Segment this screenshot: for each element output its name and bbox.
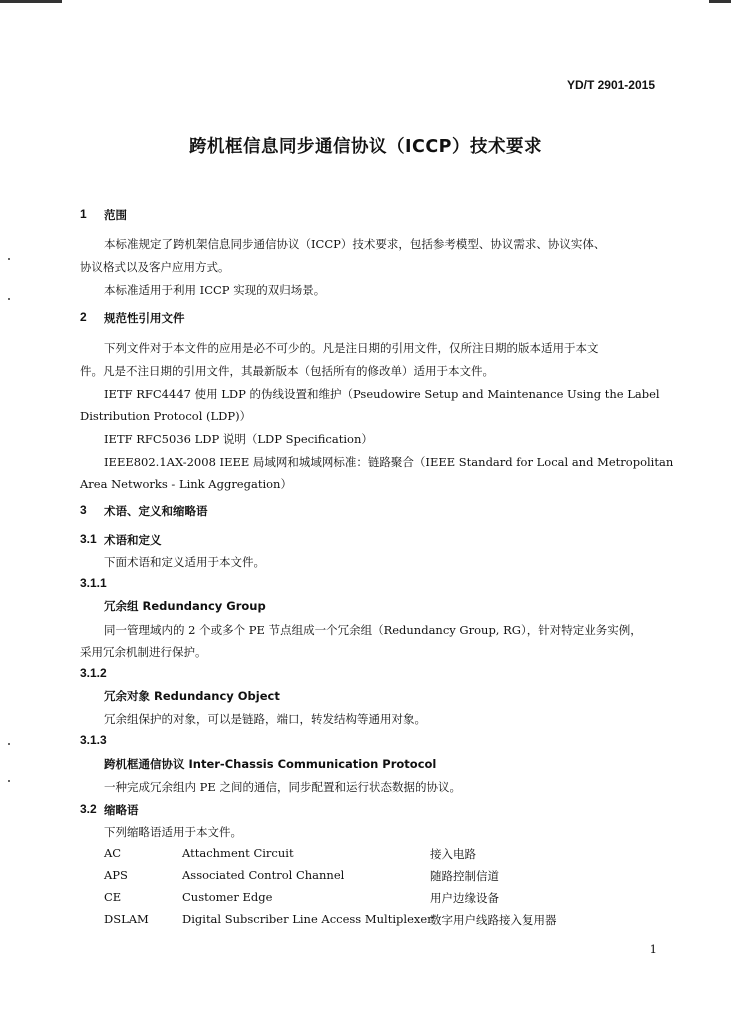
abbreviation-english: Customer Edge [182,890,273,904]
term-3-1-1-definition-line: 同一管理域内的 2 个或多个 PE 节点组成一个冗余组（Redundancy Group, RG），针对特定业务实例， [104,623,642,637]
section-1-number: 1 [80,207,87,221]
scan-edge-mark-left [0,0,62,3]
term-3-1-2-definition: 冗余组保护的对象，可以是链路，端口，转发结构等通用对象。 [104,712,426,726]
section-1-paragraph-line: 协议格式以及客户应用方式。 [80,260,230,274]
section-2-number: 2 [80,310,87,324]
section-1-paragraph-line: 本标准规定了跨机架信息同步通信协议（ICCP）技术要求，包括参考模型、协议需求、协议实体、 [104,237,606,251]
section-2-paragraph-line: 件。凡是不注日期的引用文件，其最新版本（包括所有的修改单）适用于本文件。 [80,364,494,378]
term-3-1-3-definition: 一种完成冗余组内 PE 之间的通信，同步配置和运行状态数据的协议。 [104,780,461,794]
term-3-1-1-heading: 冗余组 Redundancy Group [104,599,266,613]
scan-edge-mark-right [709,0,731,3]
abbreviation-chinese: 用户边缘设备 [430,891,499,905]
section-1-paragraph: 本标准适用于利用 ICCP 实现的双归场景。 [104,283,326,297]
section-1-title: 范围 [104,208,127,222]
reference-entry: IETF RFC5036 LDP 说明（LDP Specification） [104,432,373,446]
abbreviation-english: Associated Control Channel [182,868,345,882]
term-3-1-1-number: 3.1.1 [80,576,107,590]
abbreviation-chinese: 接入电路 [430,847,476,861]
abbreviation-code: CE [104,890,122,904]
term-3-1-3-number: 3.1.3 [80,733,107,747]
section-3-number: 3 [80,503,87,517]
reference-entry-line: Area Networks - Link Aggregation） [80,477,292,491]
term-3-1-1-definition-line: 采用冗余机制进行保护。 [80,645,207,659]
abbreviation-code: AC [104,846,122,860]
section-2-title: 规范性引用文件 [104,311,185,325]
subsection-3-2-title: 缩略语 [104,803,139,817]
subsection-3-1-intro: 下面术语和定义适用于本文件。 [104,555,265,569]
subsection-3-2-intro: 下列缩略语适用于本文件。 [104,825,242,839]
term-3-1-2-heading: 冗余对象 Redundancy Object [104,689,280,703]
subsection-3-1-number: 3.1 [80,532,97,546]
subsection-3-2-number: 3.2 [80,802,97,816]
page-number: 1 [649,942,657,956]
abbreviation-english: Attachment Circuit [182,846,294,860]
reference-entry-line: IEEE802.1AX-2008 IEEE 局域网和城域网标准：链路聚合（IEEE Standard for Local and Metropolitan [104,455,674,469]
scan-speck [8,258,10,260]
abbreviation-code: APS [104,868,128,882]
standard-number: YD/T 2901-2015 [566,78,655,92]
section-2-paragraph-line: 下列文件对于本文件的应用是必不可少的。凡是注日期的引用文件，仅所注日期的版本适用于本文 [104,341,599,355]
term-3-1-2-number: 3.1.2 [80,666,107,680]
abbreviation-english: Digital Subscriber Line Access Multiplexer [182,912,433,926]
scan-speck [8,298,10,300]
scan-speck [8,780,10,782]
reference-entry-line: Distribution Protocol (LDP)） [80,409,252,423]
abbreviation-code: DSLAM [104,912,149,926]
reference-entry-line: IETF RFC4447 使用 LDP 的伪线设置和维护（Pseudowire Setup and Maintenance Using the Label [104,387,660,401]
section-3-title: 术语、定义和缩略语 [104,504,208,518]
scan-speck [8,743,10,745]
abbreviation-chinese: 数字用户线路接入复用器 [430,913,557,927]
term-3-1-3-heading: 跨机框通信协议 Inter-Chassis Communication Protocol [104,757,437,771]
document-title: 跨机框信息同步通信协议（ICCP）技术要求 [188,137,543,157]
abbreviation-chinese: 随路控制信道 [430,869,499,883]
subsection-3-1-title: 术语和定义 [104,533,162,547]
